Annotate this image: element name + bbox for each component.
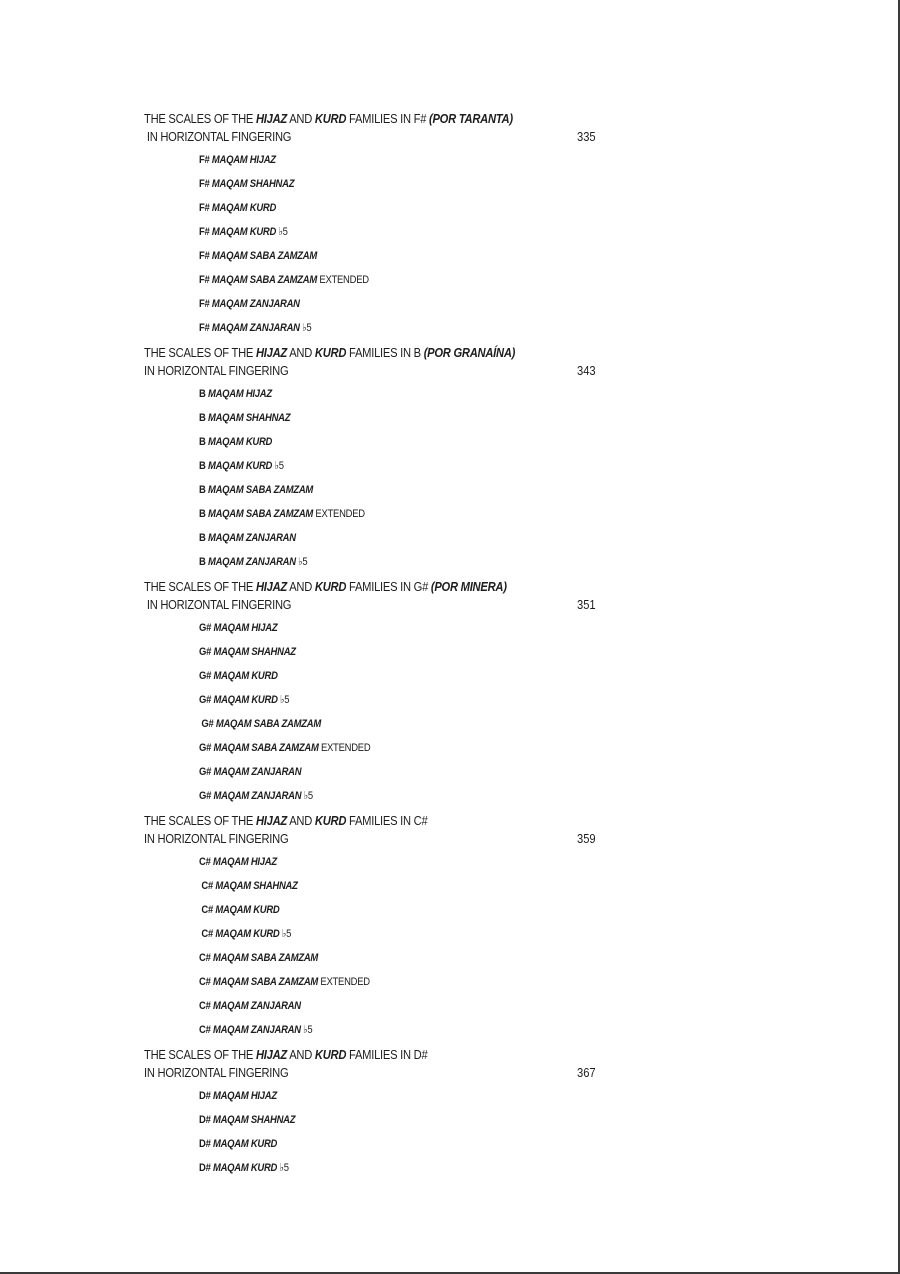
- item-maqam-name: MAQAM SHAHNAZ: [213, 646, 296, 658]
- item-suffix: EXTENDED: [315, 508, 365, 520]
- item-maqam-name: MAQAM KURD: [212, 1138, 278, 1150]
- toc-item-list: [199, 616, 604, 808]
- item-maqam-name: MAQAM ZANJARAN: [212, 1000, 301, 1012]
- toc-item-list: [199, 850, 604, 1042]
- item-key: C#: [199, 904, 213, 916]
- toc-item[interactable]: [199, 1108, 457, 1132]
- item-maqam-name: MAQAM SABA ZAMZAM: [207, 508, 314, 520]
- toc-item[interactable]: [199, 712, 457, 736]
- item-maqam-name: MAQAM SHAHNAZ: [212, 1114, 296, 1126]
- toc-item-list: [199, 1084, 604, 1180]
- page-number[interactable]: 367: [577, 1065, 596, 1080]
- item-maqam-name: MAQAM ZANJARAN: [213, 766, 302, 778]
- item-key: C#: [199, 952, 211, 964]
- item-key: F#: [199, 322, 210, 334]
- section-heading[interactable]: [144, 344, 608, 380]
- heading-kurd: KURD: [314, 813, 347, 828]
- item-maqam-name: MAQAM SHAHNAZ: [215, 880, 298, 892]
- heading-and: AND: [289, 111, 313, 126]
- item-key: G#: [199, 718, 214, 730]
- toc-item[interactable]: [199, 196, 457, 220]
- toc-item[interactable]: [199, 994, 457, 1018]
- toc-item[interactable]: [199, 874, 457, 898]
- item-maqam-name: MAQAM KURD: [207, 436, 273, 448]
- heading-hijaz: HIJAZ: [255, 579, 287, 594]
- item-suffix: ♭5: [278, 226, 288, 238]
- heading-and: AND: [289, 579, 313, 594]
- item-key: B: [199, 412, 206, 424]
- item-key: B: [199, 556, 206, 568]
- item-key: B: [199, 484, 206, 496]
- item-maqam-name: MAQAM HIJAZ: [212, 856, 277, 868]
- toc-item-list: [199, 148, 604, 340]
- toc-item[interactable]: [199, 220, 457, 244]
- toc-item[interactable]: [199, 616, 457, 640]
- item-maqam-name: MAQAM SABA ZAMZAM: [212, 952, 319, 964]
- item-suffix: EXTENDED: [320, 976, 370, 988]
- toc-item[interactable]: [199, 406, 457, 430]
- item-key: G#: [199, 622, 212, 634]
- page-number[interactable]: 359: [577, 831, 596, 846]
- toc-item[interactable]: [199, 526, 457, 550]
- section-heading[interactable]: [144, 1046, 608, 1082]
- item-key: F#: [199, 274, 210, 286]
- section-heading-line1: [144, 812, 608, 830]
- item-maqam-name: MAQAM KURD: [213, 670, 278, 682]
- item-maqam-name: MAQAM KURD: [207, 460, 273, 472]
- item-key: C#: [199, 928, 213, 940]
- heading-pre: THE SCALES OF THE: [144, 111, 254, 126]
- toc-item[interactable]: [199, 502, 457, 526]
- item-maqam-name: MAQAM HIJAZ: [211, 154, 276, 166]
- toc-item[interactable]: [199, 970, 457, 994]
- heading-kurd: KURD: [314, 579, 347, 594]
- item-maqam-name: MAQAM ZANJARAN: [207, 556, 296, 568]
- item-maqam-name: MAQAM KURD: [215, 904, 280, 916]
- item-key: G#: [199, 694, 212, 706]
- item-maqam-name: MAQAM KURD: [211, 202, 277, 214]
- item-key: B: [199, 436, 206, 448]
- item-maqam-name: MAQAM HIJAZ: [213, 622, 278, 634]
- item-maqam-name: MAQAM SABA ZAMZAM: [212, 976, 319, 988]
- item-key: F#: [199, 202, 210, 214]
- item-key: F#: [199, 154, 210, 166]
- item-key: D#: [199, 1114, 211, 1126]
- item-key: F#: [199, 250, 210, 262]
- item-suffix: EXTENDED: [320, 742, 371, 754]
- heading-families-in: FAMILIES IN C#: [349, 813, 428, 828]
- toc-item[interactable]: [199, 1156, 457, 1180]
- heading-kurd: KURD: [314, 345, 347, 360]
- item-maqam-name: MAQAM ZANJARAN: [212, 1024, 301, 1036]
- heading-families-in: FAMILIES IN F#: [349, 111, 427, 126]
- item-key: C#: [199, 880, 213, 892]
- toc-item[interactable]: [199, 292, 457, 316]
- item-maqam-name: MAQAM ZANJARAN: [211, 322, 300, 334]
- heading-hijaz: HIJAZ: [255, 813, 287, 828]
- item-suffix: ♭5: [274, 460, 284, 472]
- heading-families-in: FAMILIES IN G#: [349, 579, 429, 594]
- item-suffix: ♭5: [281, 928, 292, 940]
- heading-pre: THE SCALES OF THE: [144, 579, 254, 594]
- toc-item[interactable]: [199, 268, 457, 292]
- item-suffix: ♭5: [303, 1024, 313, 1036]
- item-maqam-name: MAQAM KURD: [211, 226, 277, 238]
- heading-families-in: FAMILIES IN D#: [349, 1047, 428, 1062]
- item-suffix: ♭5: [280, 694, 290, 706]
- section-heading[interactable]: [144, 578, 608, 614]
- toc-item[interactable]: [199, 550, 457, 574]
- item-maqam-name: MAQAM SABA ZAMZAM: [207, 484, 314, 496]
- page-number[interactable]: 335: [577, 129, 596, 144]
- item-key: F#: [199, 226, 210, 238]
- item-maqam-name: MAQAM SHAHNAZ: [211, 178, 295, 190]
- toc-item[interactable]: [199, 640, 457, 664]
- toc-item[interactable]: [199, 898, 457, 922]
- toc-item[interactable]: [199, 172, 457, 196]
- toc-item[interactable]: [199, 148, 457, 172]
- table-of-contents: [144, 110, 604, 1184]
- heading-hijaz: HIJAZ: [255, 345, 287, 360]
- section-heading-line2: IN HORIZONTAL FINGERING: [144, 363, 289, 378]
- item-key: B: [199, 508, 206, 520]
- heading-kurd: KURD: [314, 1047, 347, 1062]
- heading-pre: THE SCALES OF THE: [144, 813, 254, 828]
- toc-item[interactable]: [199, 244, 457, 268]
- item-maqam-name: MAQAM HIJAZ: [207, 388, 272, 400]
- toc-item[interactable]: [199, 688, 457, 712]
- item-maqam-name: MAQAM SABA ZAMZAM: [211, 274, 318, 286]
- toc-item[interactable]: [199, 454, 457, 478]
- toc-item[interactable]: [199, 664, 457, 688]
- item-key: D#: [199, 1138, 211, 1150]
- heading-hijaz: HIJAZ: [255, 1047, 287, 1062]
- toc-item[interactable]: [199, 736, 457, 760]
- item-key: F#: [199, 178, 210, 190]
- toc-item[interactable]: [199, 922, 457, 946]
- toc-section: [144, 344, 604, 574]
- toc-item[interactable]: [199, 1132, 457, 1156]
- item-key: B: [199, 388, 206, 400]
- item-key: C#: [199, 856, 211, 868]
- toc-item[interactable]: [199, 850, 457, 874]
- toc-section: [144, 578, 604, 808]
- heading-pre: THE SCALES OF THE: [144, 1047, 254, 1062]
- section-heading-line2: IN HORIZONTAL FINGERING: [144, 831, 289, 846]
- item-suffix: ♭5: [303, 790, 313, 802]
- section-heading-line1: [144, 110, 608, 128]
- heading-por: (POR GRANAÍNA): [423, 345, 516, 360]
- toc-item-list: [199, 382, 604, 574]
- item-suffix: ♭5: [279, 1162, 289, 1174]
- section-heading-line2: IN HORIZONTAL FINGERING: [144, 597, 292, 612]
- item-maqam-name: MAQAM KURD: [212, 1162, 278, 1174]
- heading-and: AND: [289, 345, 313, 360]
- item-suffix: ♭5: [298, 556, 308, 568]
- item-maqam-name: MAQAM ZANJARAN: [211, 298, 300, 310]
- toc-item[interactable]: [199, 1084, 457, 1108]
- heading-por: (POR TARANTA): [429, 111, 513, 126]
- section-heading-line2: IN HORIZONTAL FINGERING: [144, 129, 292, 144]
- heading-families-in: FAMILIES IN B: [349, 345, 421, 360]
- heading-pre: THE SCALES OF THE: [144, 345, 254, 360]
- heading-hijaz: HIJAZ: [255, 111, 287, 126]
- item-maqam-name: MAQAM HIJAZ: [212, 1090, 277, 1102]
- item-key: C#: [199, 1024, 211, 1036]
- item-maqam-name: MAQAM KURD: [213, 694, 278, 706]
- item-key: F#: [199, 298, 210, 310]
- item-suffix: ♭5: [302, 322, 312, 334]
- item-key: C#: [199, 1000, 211, 1012]
- item-key: C#: [199, 976, 211, 988]
- section-heading[interactable]: [144, 812, 608, 848]
- toc-item[interactable]: [199, 784, 457, 808]
- section-heading[interactable]: [144, 110, 608, 146]
- item-key: G#: [199, 766, 212, 778]
- item-maqam-name: MAQAM SABA ZAMZAM: [213, 742, 319, 754]
- toc-section: [144, 812, 604, 1042]
- toc-item[interactable]: [199, 316, 457, 340]
- item-key: G#: [199, 742, 212, 754]
- heading-and: AND: [289, 1047, 313, 1062]
- toc-section: [144, 110, 604, 340]
- item-key: G#: [199, 646, 212, 658]
- item-key: B: [199, 460, 206, 472]
- toc-item[interactable]: [199, 1018, 457, 1042]
- toc-section: [144, 1046, 604, 1180]
- section-heading-line2: IN HORIZONTAL FINGERING: [144, 1065, 289, 1080]
- item-key: D#: [199, 1090, 211, 1102]
- toc-item[interactable]: [199, 382, 457, 406]
- page-number[interactable]: 343: [577, 363, 596, 378]
- heading-por: (POR MINERA): [430, 579, 507, 594]
- section-heading-line1: [144, 1046, 608, 1064]
- item-suffix: EXTENDED: [319, 274, 369, 286]
- heading-kurd: KURD: [314, 111, 347, 126]
- item-maqam-name: MAQAM KURD: [215, 928, 280, 940]
- item-key: D#: [199, 1162, 211, 1174]
- toc-item[interactable]: [199, 946, 457, 970]
- toc-item[interactable]: [199, 430, 457, 454]
- toc-item[interactable]: [199, 478, 457, 502]
- item-key: B: [199, 532, 206, 544]
- toc-item[interactable]: [199, 760, 457, 784]
- item-maqam-name: MAQAM ZANJARAN: [213, 790, 302, 802]
- item-key: G#: [199, 670, 212, 682]
- item-maqam-name: MAQAM SABA ZAMZAM: [215, 718, 321, 730]
- section-heading-line1: [144, 578, 608, 596]
- item-key: G#: [199, 790, 212, 802]
- page-number[interactable]: 351: [577, 597, 596, 612]
- heading-and: AND: [289, 813, 313, 828]
- section-heading-line1: [144, 344, 608, 362]
- item-maqam-name: MAQAM ZANJARAN: [207, 532, 296, 544]
- item-maqam-name: MAQAM SHAHNAZ: [207, 412, 291, 424]
- item-maqam-name: MAQAM SABA ZAMZAM: [211, 250, 318, 262]
